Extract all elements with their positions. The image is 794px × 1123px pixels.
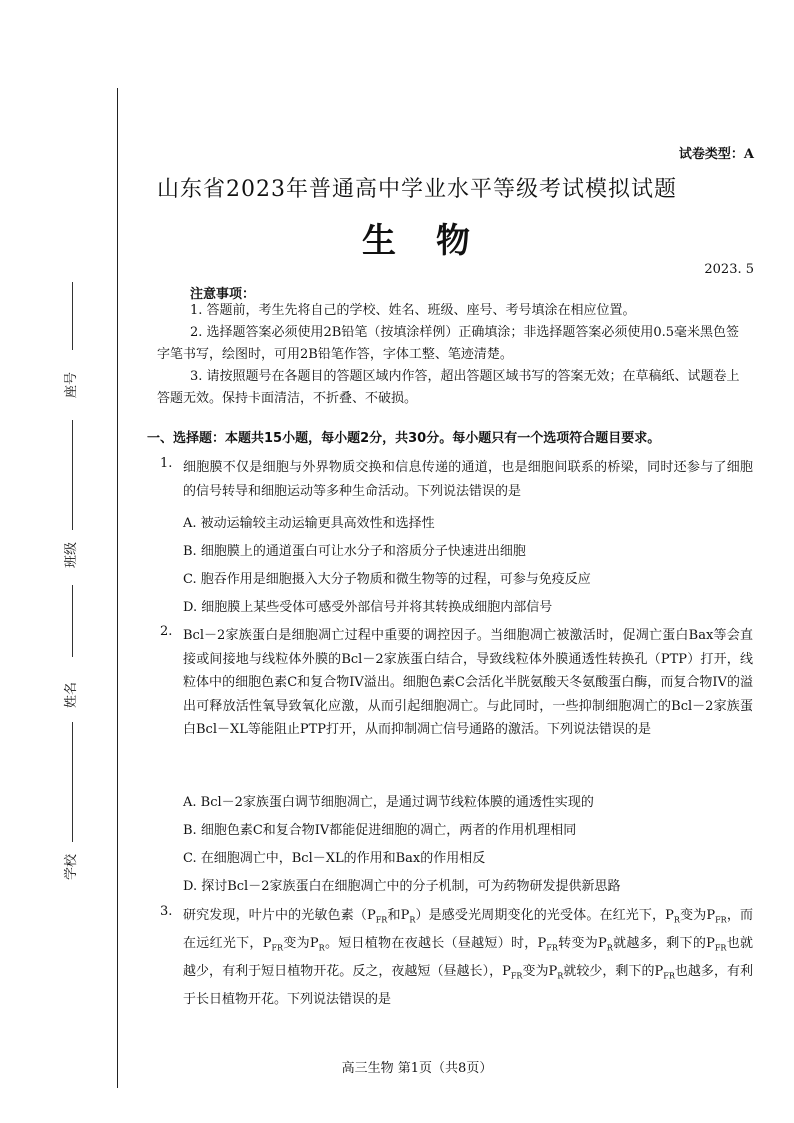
question-2-stem: Bcl－2家族蛋白是细胞凋亡过程中重要的调控因子。当细胞凋亡被激活时，促凋亡蛋白Bax等会直接或间接地与线粒体外膜的Bcl－2家族蛋白结合，导致线粒体外膜通透性转换孔（PTP）打开，线粒体中的细胞色素C和复合物IV溢出。细胞色素C会活化半胱氨酸天冬氨酸蛋白酶，而复合物IV的溢出可释放活性氧导致氧化应激，从而引起细胞凋亡。与此同时，一些抑制细胞凋亡的Bcl－2家族蛋白Bcl－XL等能阻止PTP打开，从而抑制凋亡信号通路的激活。下列说法错误的是 xyxy=(183,628,753,737)
q3-text: ）是感受光周期变化的光受体。在红光下，P xyxy=(415,908,674,923)
q3-text: 也越多，有利于长日植物开花。下列说法错误的是 xyxy=(183,964,753,1008)
question-2-option-a: A. Bcl－2家族蛋白调节细胞凋亡，是通过调节线粒体膜的通透性实现的 xyxy=(183,795,594,810)
class-line-bottom xyxy=(72,585,73,657)
q3-sub: FR xyxy=(375,915,388,925)
q3-text: 变为P xyxy=(283,936,319,952)
question-1-option-a: A. 被动运输较主动运输更具高效性和选择性 xyxy=(183,516,435,531)
notice-item-3: 3. 请按照题号在各题目的答题区域内作答，超出答题区域书写的答案无效；在草稿纸、试题卷上答题无效。保持卡面清洁，不折叠、不破损。 xyxy=(157,369,740,406)
class-label: 班级 xyxy=(64,541,79,568)
q3-sub: R xyxy=(557,971,564,981)
school-label: 学校 xyxy=(64,853,79,880)
q3-sub: FR xyxy=(663,971,675,981)
question-1-stem: 细胞膜不仅是细胞与外界物质交换和信息传递的通道，也是细胞间联系的桥梁，同时还参与了细胞的信号转导和细胞运动等多种生命活动。下列说法错误的是 xyxy=(183,460,753,499)
q3-sub: R xyxy=(673,915,680,925)
question-1-number: 1. xyxy=(160,456,173,471)
q3-sub: FR xyxy=(714,943,727,953)
notice-title: 注意事项： xyxy=(190,287,256,302)
q3-sub: FR xyxy=(510,971,523,981)
q3-sub: FR xyxy=(546,943,558,953)
seat-number-line xyxy=(72,282,73,350)
section-heading: 一、选择题：本题共15小题，每小题2分，共30分。每小题只有一个选项符合题目要求。 xyxy=(147,431,661,446)
q3-text: 。短日植物在夜越长（昼越短）时，P xyxy=(324,936,547,952)
seat-number-label: 座号 xyxy=(64,371,79,398)
q3-sub: R xyxy=(606,943,613,953)
q3-text: 变为P xyxy=(522,964,558,980)
question-2-option-d: D. 探讨Bcl－2家族蛋白在细胞凋亡中的分子机制，可为药物研发提供新思路 xyxy=(183,879,621,894)
question-1-option-d: D. 细胞膜上某些受体可感受外部信号并将其转换成细胞内部信号 xyxy=(183,600,553,615)
q3-sub: R xyxy=(409,915,416,925)
notice-item-1: 1. 答题前，考生先将自己的学校、姓名、班级、座号、考号填涂在相应位置。 xyxy=(190,303,636,318)
q3-text: 就越多，剩下的P xyxy=(612,936,715,952)
exam-date: 2023. 5 xyxy=(704,262,754,277)
subject-title: 生物 xyxy=(362,221,510,261)
q3-text: 也就越少，有利于短日植物开花。反之，夜越短（昼越长），P xyxy=(183,936,754,980)
class-line-top xyxy=(72,420,73,530)
q3-sub: R xyxy=(318,943,325,953)
q3-text: 研究发现，叶片中的光敏色素（P xyxy=(183,908,376,923)
question-2-option-b: B. 细胞色素C和复合物IV都能促进细胞的凋亡，两者的作用机理相同 xyxy=(183,823,577,838)
question-1-option-b: B. 细胞膜上的通道蛋白可让水分子和溶质分子快速进出细胞 xyxy=(183,544,526,559)
question-1-option-c: C. 胞吞作用是细胞摄入大分子物质和微生物等的过程，可参与免疫反应 xyxy=(183,572,591,587)
name-line-bottom xyxy=(72,722,73,842)
question-2-option-c: C. 在细胞凋亡中，Bcl－XL的作用和Bax的作用相反 xyxy=(183,851,486,866)
q3-sub: FR xyxy=(715,915,727,925)
q3-sub: FR xyxy=(271,943,284,953)
q3-text: 变为P xyxy=(679,908,716,923)
question-3-number: 3. xyxy=(160,904,173,919)
q3-text: 和P xyxy=(387,908,410,923)
question-3-stem xyxy=(183,904,753,1016)
name-label: 姓名 xyxy=(64,681,79,708)
paper-type: 试卷类型：A xyxy=(678,147,754,162)
q3-text: 转变为P xyxy=(557,936,607,952)
exam-title: 山东省2023年普通高中学业水平等级考试模拟试题 xyxy=(157,177,677,202)
q3-text: 就较少，剩下的P xyxy=(563,964,664,980)
question-2-number: 2. xyxy=(160,624,173,639)
page-footer: 高三生物 第1页（共8页） xyxy=(341,1061,493,1076)
notice-item-2: 2. 选择题答案必须使用2B铅笔（按填涂样例）正确填涂；非选择题答案必须使用0.5毫米黑色签字笔书写，绘图时，可用2B铅笔作答，字体工整、笔迹清楚。 xyxy=(157,325,740,362)
q3-text: ，而在远红光下，P xyxy=(183,908,753,952)
